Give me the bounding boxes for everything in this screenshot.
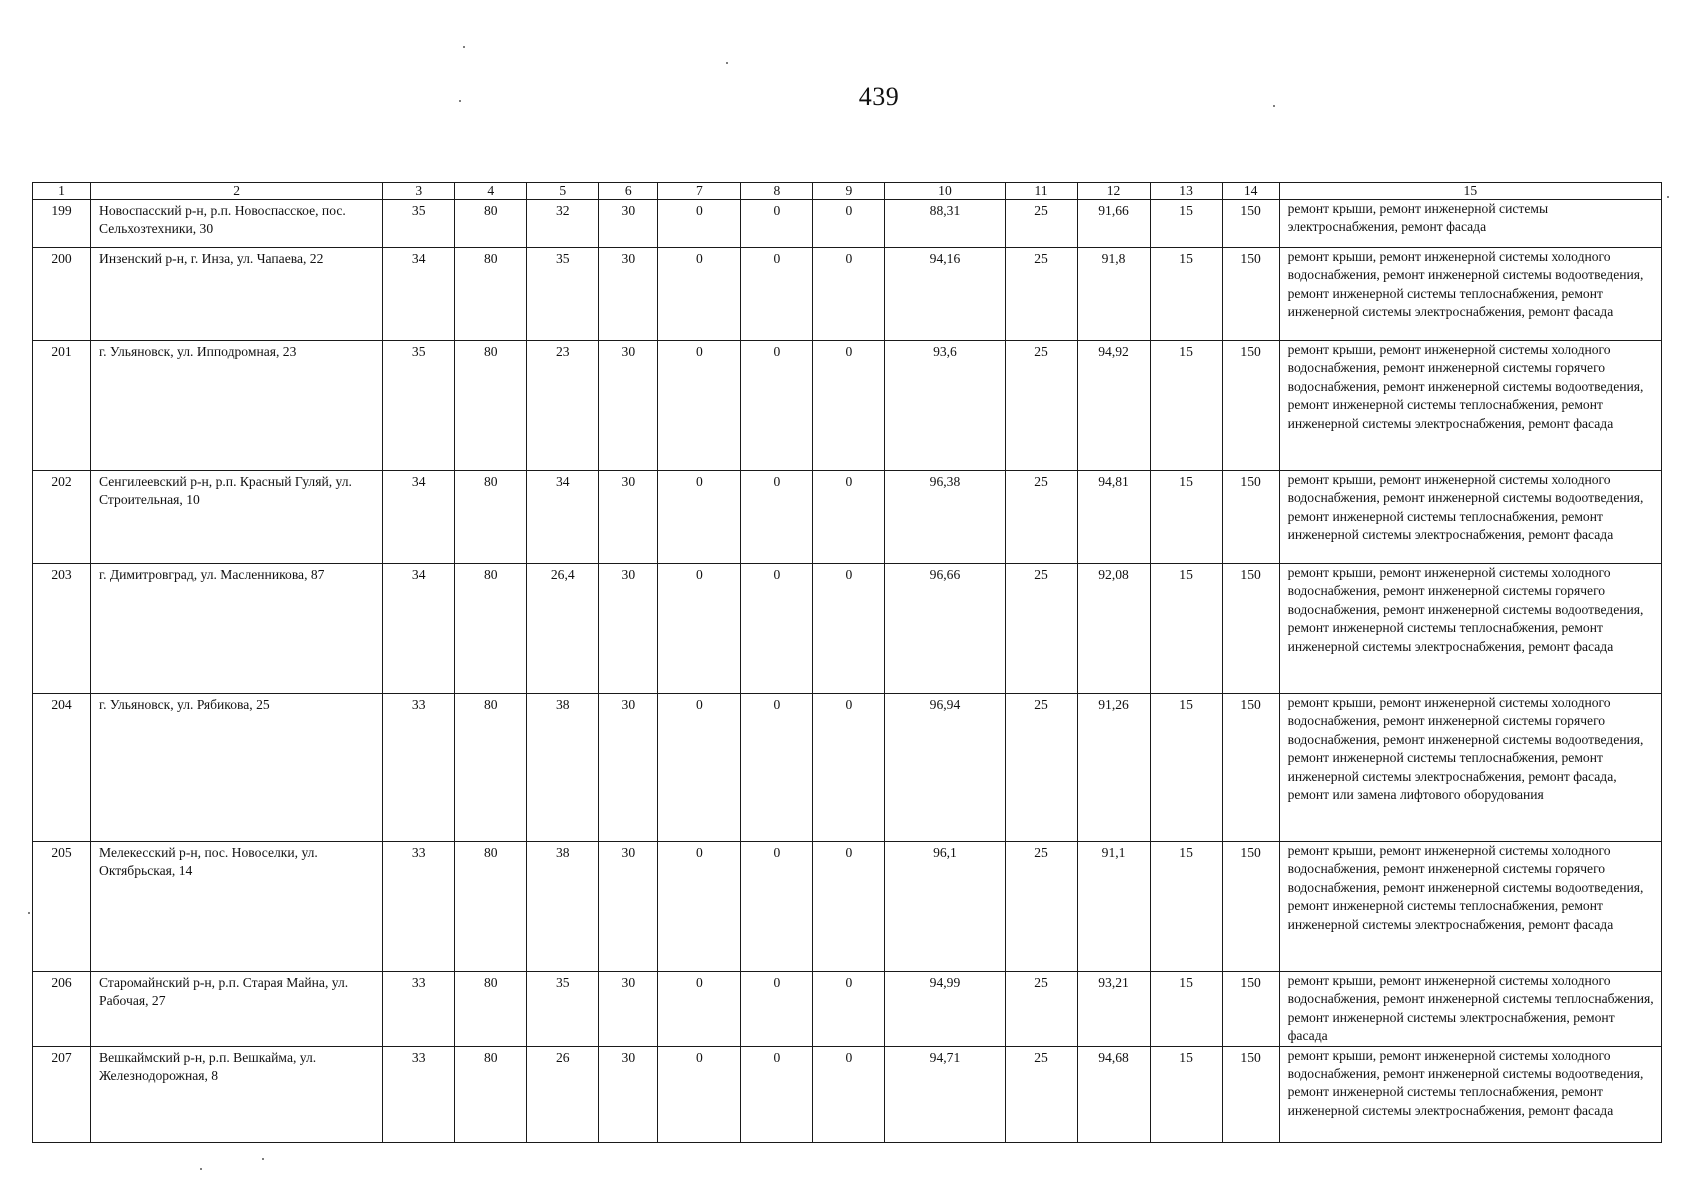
cell-col-8: 0 [741,248,813,341]
cell-col-13: 15 [1150,248,1222,341]
cell-col-10: 96,1 [885,842,1005,972]
table-row [33,694,1662,842]
cell-col-13: 15 [1150,564,1222,694]
cell-address: г. Димитровград, ул. Масленникова, 87 [91,564,383,694]
cell-col-3: 33 [383,694,455,842]
cell-col-7: 0 [658,248,741,341]
cell-col-5: 23 [527,341,599,471]
cell-col-6: 30 [599,341,658,471]
cell-col-12: 93,21 [1077,972,1150,1047]
cell-col-14: 150 [1222,972,1279,1047]
cell-works-description: ремонт крыши, ремонт инженерной системы холодного водоснабжения, ремонт инженерной системы горячего водоснабжения, ремонт инженерной системы водоотведения, ремонт инженерной системы теплоснабжения, ремонт инженерной системы электроснабжения, ремонт фасада [1279,842,1661,972]
cell-col-9: 0 [813,341,885,471]
cell-col-9: 0 [813,248,885,341]
cell-col-11: 25 [1005,341,1077,471]
cell-col-10: 93,6 [885,341,1005,471]
cell-col-4: 80 [455,248,527,341]
cell-col-7: 0 [658,564,741,694]
cell-col-4: 80 [455,1046,527,1142]
scan-speck [200,1168,202,1170]
cell-col-13: 15 [1150,341,1222,471]
cell-col-14: 150 [1222,694,1279,842]
cell-col-7: 0 [658,1046,741,1142]
cell-col-11: 25 [1005,248,1077,341]
cell-row-number: 207 [33,1046,91,1142]
cell-col-13: 15 [1150,200,1222,248]
cell-col-13: 15 [1150,1046,1222,1142]
cell-row-number: 200 [33,248,91,341]
cell-col-14: 150 [1222,564,1279,694]
cell-col-10: 96,38 [885,471,1005,564]
cell-col-14: 150 [1222,471,1279,564]
cell-address: Вешкаймский р-н, р.п. Вешкайма, ул. Железнодорожная, 8 [91,1046,383,1142]
column-header-8: 8 [741,183,813,200]
cell-row-number: 199 [33,200,91,248]
cell-works-description: ремонт крыши, ремонт инженерной системы холодного водоснабжения, ремонт инженерной системы теплоснабжения, ремонт инженерной системы электроснабжения, ремонт фасада [1279,972,1661,1047]
cell-col-6: 30 [599,248,658,341]
column-header-4: 4 [455,183,527,200]
cell-col-7: 0 [658,200,741,248]
cell-col-5: 35 [527,972,599,1047]
cell-col-5: 32 [527,200,599,248]
cell-col-11: 25 [1005,564,1077,694]
cell-col-12: 94,92 [1077,341,1150,471]
cell-col-7: 0 [658,471,741,564]
column-header-5: 5 [527,183,599,200]
table-row [33,842,1662,972]
cell-col-13: 15 [1150,471,1222,564]
cell-col-3: 35 [383,200,455,248]
cell-col-12: 94,81 [1077,471,1150,564]
cell-address: г. Ульяновск, ул. Рябикова, 25 [91,694,383,842]
cell-works-description: ремонт крыши, ремонт инженерной системы холодного водоснабжения, ремонт инженерной системы горячего водоснабжения, ремонт инженерной системы водоотведения, ремонт инженерной системы теплоснабжения, ремонт инженерной системы электроснабжения, ремонт фасада [1279,341,1661,471]
scan-speck [1273,105,1275,107]
table-body [33,200,1662,1143]
cell-col-4: 80 [455,341,527,471]
cell-col-3: 33 [383,842,455,972]
cell-col-11: 25 [1005,471,1077,564]
cell-col-8: 0 [741,341,813,471]
column-header-2: 2 [91,183,383,200]
cell-col-9: 0 [813,972,885,1047]
cell-col-3: 35 [383,341,455,471]
cell-col-7: 0 [658,842,741,972]
cell-col-14: 150 [1222,248,1279,341]
cell-works-description: ремонт крыши, ремонт инженерной системы холодного водоснабжения, ремонт инженерной системы водоотведения, ремонт инженерной системы теплоснабжения, ремонт инженерной системы электроснабжения, ремонт фасада [1279,1046,1661,1142]
cell-col-12: 91,8 [1077,248,1150,341]
cell-col-4: 80 [455,471,527,564]
cell-works-description: ремонт крыши, ремонт инженерной системы электроснабжения, ремонт фасада [1279,200,1661,248]
cell-col-3: 33 [383,1046,455,1142]
cell-col-3: 34 [383,471,455,564]
table-row [33,564,1662,694]
cell-col-5: 34 [527,471,599,564]
cell-col-10: 96,94 [885,694,1005,842]
cell-col-5: 26,4 [527,564,599,694]
cell-col-6: 30 [599,842,658,972]
cell-col-9: 0 [813,200,885,248]
cell-col-8: 0 [741,471,813,564]
column-header-7: 7 [658,183,741,200]
cell-row-number: 203 [33,564,91,694]
cell-col-10: 88,31 [885,200,1005,248]
cell-col-9: 0 [813,564,885,694]
cell-col-14: 150 [1222,341,1279,471]
cell-col-7: 0 [658,972,741,1047]
cell-col-8: 0 [741,1046,813,1142]
cell-col-6: 30 [599,972,658,1047]
column-header-11: 11 [1005,183,1077,200]
cell-col-12: 92,08 [1077,564,1150,694]
column-header-9: 9 [813,183,885,200]
cell-col-5: 38 [527,694,599,842]
cell-col-11: 25 [1005,200,1077,248]
scan-speck [463,46,465,48]
cell-col-8: 0 [741,200,813,248]
cell-col-4: 80 [455,694,527,842]
cell-row-number: 206 [33,972,91,1047]
header-row [33,183,1662,200]
scan-speck [726,62,728,64]
cell-address: Сенгилеевский р-н, р.п. Красный Гуляй, ул. Строительная, 10 [91,471,383,564]
cell-col-14: 150 [1222,200,1279,248]
cell-col-10: 96,66 [885,564,1005,694]
cell-col-10: 94,71 [885,1046,1005,1142]
cell-address: Инзенский р-н, г. Инза, ул. Чапаева, 22 [91,248,383,341]
column-header-6: 6 [599,183,658,200]
cell-col-6: 30 [599,200,658,248]
column-header-15: 15 [1279,183,1661,200]
cell-col-11: 25 [1005,694,1077,842]
cell-col-14: 150 [1222,842,1279,972]
column-header-13: 13 [1150,183,1222,200]
table-row [33,341,1662,471]
cell-col-8: 0 [741,694,813,842]
cell-col-6: 30 [599,471,658,564]
cell-col-12: 91,66 [1077,200,1150,248]
cell-col-3: 34 [383,248,455,341]
cell-col-10: 94,99 [885,972,1005,1047]
cell-address: г. Ульяновск, ул. Ипподромная, 23 [91,341,383,471]
cell-col-9: 0 [813,1046,885,1142]
cell-works-description: ремонт крыши, ремонт инженерной системы холодного водоснабжения, ремонт инженерной системы водоотведения, ремонт инженерной системы теплоснабжения, ремонт инженерной системы электроснабжения, ремонт фасада [1279,248,1661,341]
cell-col-11: 25 [1005,842,1077,972]
scan-speck [1667,196,1669,198]
cell-col-13: 15 [1150,842,1222,972]
register-table-wrapper [32,182,1662,1143]
cell-row-number: 204 [33,694,91,842]
cell-col-13: 15 [1150,694,1222,842]
table-row [33,972,1662,1047]
cell-col-6: 30 [599,564,658,694]
cell-col-10: 94,16 [885,248,1005,341]
cell-col-9: 0 [813,471,885,564]
cell-col-12: 91,1 [1077,842,1150,972]
cell-works-description: ремонт крыши, ремонт инженерной системы холодного водоснабжения, ремонт инженерной системы водоотведения, ремонт инженерной системы теплоснабжения, ремонт инженерной системы электроснабжения, ремонт фасада [1279,471,1661,564]
column-header-14: 14 [1222,183,1279,200]
cell-col-5: 38 [527,842,599,972]
cell-col-8: 0 [741,842,813,972]
register-table [32,182,1662,1143]
cell-address: Старомайнский р-н, р.п. Старая Майна, ул. Рабочая, 27 [91,972,383,1047]
cell-address: Мелекесский р-н, пос. Новоселки, ул. Октябрьская, 14 [91,842,383,972]
cell-col-6: 30 [599,1046,658,1142]
scan-speck [262,1158,264,1160]
table-row [33,248,1662,341]
cell-col-9: 0 [813,694,885,842]
cell-col-5: 35 [527,248,599,341]
scan-speck [459,100,461,102]
cell-col-14: 150 [1222,1046,1279,1142]
cell-col-6: 30 [599,694,658,842]
cell-col-8: 0 [741,564,813,694]
page-number: 439 [858,82,900,111]
cell-col-11: 25 [1005,972,1077,1047]
cell-col-3: 33 [383,972,455,1047]
column-header-3: 3 [383,183,455,200]
column-header-1: 1 [33,183,91,200]
cell-col-11: 25 [1005,1046,1077,1142]
cell-col-4: 80 [455,972,527,1047]
cell-col-13: 15 [1150,972,1222,1047]
cell-col-3: 34 [383,564,455,694]
cell-row-number: 205 [33,842,91,972]
cell-works-description: ремонт крыши, ремонт инженерной системы холодного водоснабжения, ремонт инженерной системы горячего водоснабжения, ремонт инженерной системы водоотведения, ремонт инженерной системы теплоснабжения, ремонт инженерной системы электроснабжения, ремонт фасада, ремонт или замена лифтового оборудования [1279,694,1661,842]
cell-col-7: 0 [658,341,741,471]
cell-col-12: 91,26 [1077,694,1150,842]
cell-row-number: 201 [33,341,91,471]
column-header-12: 12 [1077,183,1150,200]
cell-col-9: 0 [813,842,885,972]
cell-col-4: 80 [455,842,527,972]
cell-col-12: 94,68 [1077,1046,1150,1142]
cell-col-7: 0 [658,694,741,842]
table-row [33,471,1662,564]
cell-row-number: 202 [33,471,91,564]
cell-col-8: 0 [741,972,813,1047]
cell-col-4: 80 [455,200,527,248]
column-header-10: 10 [885,183,1005,200]
table-row [33,200,1662,248]
table-row [33,1046,1662,1142]
scan-speck [28,912,30,914]
cell-col-4: 80 [455,564,527,694]
cell-col-5: 26 [527,1046,599,1142]
cell-address: Новоспасский р-н, р.п. Новоспасское, пос. Сельхозтехники, 30 [91,200,383,248]
cell-works-description: ремонт крыши, ремонт инженерной системы холодного водоснабжения, ремонт инженерной системы горячего водоснабжения, ремонт инженерной системы водоотведения, ремонт инженерной системы теплоснабжения, ремонт инженерной системы электроснабжения, ремонт фасада [1279,564,1661,694]
